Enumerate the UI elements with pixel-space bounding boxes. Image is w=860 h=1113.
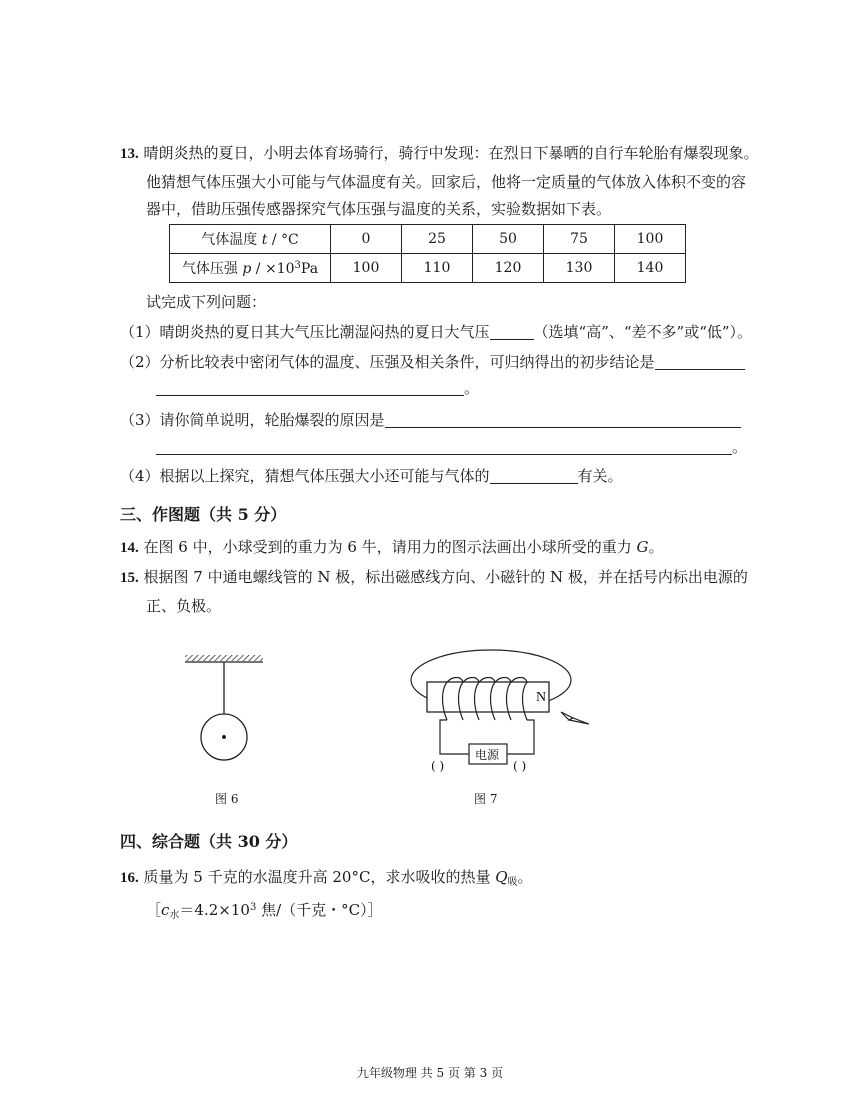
figure-7-solenoid <box>395 640 605 780</box>
table-cell: 100 <box>615 225 686 254</box>
answer-blank[interactable] <box>655 353 745 370</box>
bracket-right: ( ) <box>513 759 527 773</box>
figure-6-caption: 图 6 <box>215 792 239 806</box>
wire-left <box>440 720 469 754</box>
q14-number: 14. <box>120 540 139 556</box>
q13-line2: 他猜想气体压强大小可能与气体温度有关。回家后，他将一定质量的气体放入体积不变的容 <box>146 173 747 191</box>
table-cell: 110 <box>402 254 473 283</box>
q16-number: 16. <box>120 870 139 886</box>
table-cell: 140 <box>615 254 686 283</box>
table-row <box>170 225 686 254</box>
table-cell: 120 <box>473 254 544 283</box>
q16: 16. 质量为 5 千克的水温度升高 20°C，求水吸收的热量 $Q_吸$。 <box>120 868 533 888</box>
table-cell: 130 <box>544 254 615 283</box>
table-row <box>170 254 686 283</box>
compass-needle <box>561 712 589 724</box>
q13-prompt: 试完成下列问题： <box>146 293 267 311</box>
q13-sub2: （2）分析比较表中密闭气体的温度、压强及相关条件，可归纳得出的初步结论是 <box>120 352 745 372</box>
page-footer: 九年级物理 共 5 页 第 3 页 <box>356 1066 504 1080</box>
solenoid-core <box>427 682 549 712</box>
q13-line1 <box>120 143 759 164</box>
ceiling-support <box>185 655 263 661</box>
q13-sub4: （4）根据以上探究，猜想气体压强大小还可能与气体的 有关。 <box>120 467 623 485</box>
answer-blank[interactable] <box>490 323 534 340</box>
q13-sub3-cont: 。 <box>156 437 747 457</box>
n-pole-label: N <box>536 690 547 705</box>
wire-right <box>507 720 534 754</box>
answer-blank[interactable] <box>385 411 741 428</box>
table-header-temperature: 气体温度 t / °C <box>170 225 331 254</box>
table-cell: 25 <box>402 225 473 254</box>
q13-sub1: （1）晴朗炎热的夏日其大气压比潮湿闷热的夏日大气压 （选填“高”、“差不多”或“低”）。 <box>120 323 753 341</box>
q13-sub2-cont: 。 <box>156 378 479 398</box>
table-cell: 0 <box>331 225 402 254</box>
section-title-drawing: 三、作图题（共 5 分） <box>120 505 287 524</box>
q14: 14. 在图 6 中，小球受到的重力为 6 牛，请用力的图示法画出小球所受的重力 G。 <box>120 538 664 556</box>
figure-7-caption: 图 7 <box>474 792 498 806</box>
bracket-left: ( ) <box>431 759 445 773</box>
table-cell: 50 <box>473 225 544 254</box>
q13-line3: 器中，借助压强传感器探究气体压强与温度的关系，实验数据如下表。 <box>146 200 612 218</box>
answer-blank[interactable] <box>156 438 732 455</box>
q16-formula: $[c_水=4.2\times 10^3$ 焦/（千克・°C）］ <box>146 901 383 921</box>
q15-line2: 正、负极。 <box>146 597 222 615</box>
q13-number: 13. <box>120 146 139 162</box>
section-title-comprehensive: 四、综合题（共 30 分） <box>120 832 298 851</box>
figure-6-pendulum <box>180 650 280 780</box>
table-cell: 100 <box>331 254 402 283</box>
table-header-pressure: 气体压强 $p / \times 10^3Pa$ <box>170 254 331 283</box>
data-table <box>169 224 686 283</box>
table-cell: 75 <box>544 225 615 254</box>
q15-number: 15. <box>120 570 139 586</box>
q15-line1: 15. 根据图 7 中通电螺线管的 N 极，标出磁感线方向、小磁针的 N 极，并在括号内标出电源的 <box>120 568 748 586</box>
q13-text-line1: 晴朗炎热的夏日，小明去体育场骑行，骑行中发现：在烈日下暴晒的自行车轮胎有爆裂现象。 <box>143 144 759 162</box>
answer-blank[interactable] <box>156 379 464 396</box>
ball-center <box>222 735 226 739</box>
answer-blank[interactable] <box>490 467 578 484</box>
q13-sub3: （3）请你简单说明，轮胎爆裂的原因是 <box>120 410 741 430</box>
power-source-label: 电源 <box>475 748 500 762</box>
